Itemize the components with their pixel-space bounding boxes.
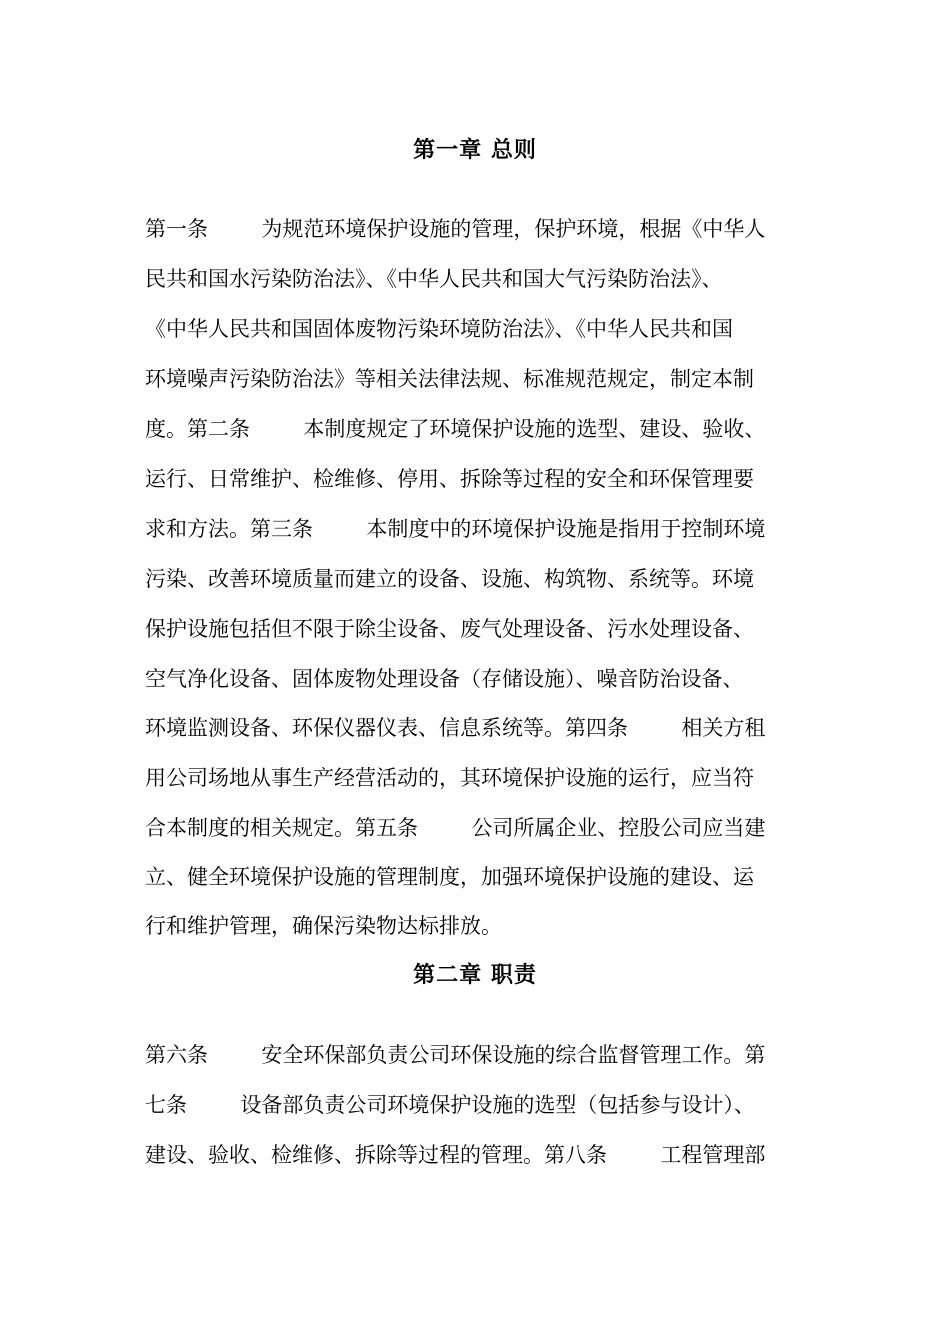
chapter-1-line: 度。第二条 本制度规定了环境保护设施的选型、建设、验收、	[145, 417, 766, 441]
chapter-2-line: 七条 设备部负责公司环境保护设施的选型（包括参与设计）、	[145, 1093, 755, 1117]
chapter-1-line: 环境监测设备、环保仪器仪表、信息系统等。第四条 相关方租	[145, 716, 766, 740]
chapter-1-line: 民共和国水污染防治法》、《中华人民共和国大气污染防治法》、	[145, 267, 723, 291]
chapter-1-title: 第一章 总则	[413, 138, 537, 163]
chapter-1-line: 立、健全环境保护设施的管理制度，加强环境保护设施的建设、运	[145, 865, 754, 889]
chapter-2-line: 第六条 安全环保部负责公司环保设施的综合监督管理工作。第	[145, 1043, 766, 1067]
chapter-1-line: 用公司场地从事生产经营活动的，其环境保护设施的运行，应当符	[145, 766, 754, 790]
chapter-1-line: 《中华人民共和国固体废物污染环境防治法》、《中华人民共和国	[145, 317, 733, 341]
chapter-1-line: 空气净化设备、固体废物处理设备（存储设施）、噪音防治设备、	[145, 667, 744, 691]
chapter-1-line: 运行、日常维护、检维修、停用、拆除等过程的安全和环保管理要	[145, 467, 754, 491]
chapter-1-line: 行和维护管理，确保污染物达标排放。	[145, 914, 502, 938]
chapter-1-line: 保护设施包括但不限于除尘设备、废气处理设备、污水处理设备、	[145, 617, 754, 641]
chapter-1-line: 合本制度的相关规定。第五条 公司所属企业、控股公司应当建	[145, 816, 766, 840]
chapter-1-line: 第一条 为规范环境保护设施的管理，保护环境，根据《中华人	[145, 217, 766, 241]
chapter-1-line: 求和方法。第三条 本制度中的环境保护设施是指用于控制环境	[145, 517, 766, 541]
chapter-2-title: 第二章 职责	[413, 963, 537, 988]
chapter-1-line: 污染、改善环境质量而建立的设备、设施、构筑物、系统等。环境	[145, 567, 754, 591]
chapter-2-line: 建设、验收、检维修、拆除等过程的管理。第八条 工程管理部	[145, 1143, 766, 1167]
chapter-1-line: 环境噪声污染防治法》等相关法律法规、标准规范规定，制定本制	[145, 367, 754, 391]
